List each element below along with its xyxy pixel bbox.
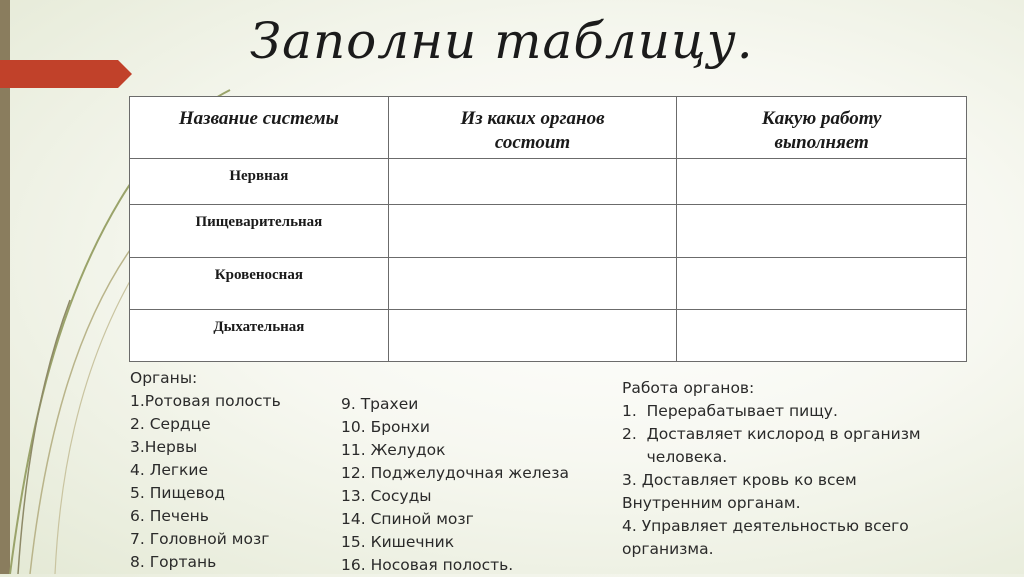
table-header-row xyxy=(130,97,967,159)
work-cell[interactable] xyxy=(677,309,967,361)
table-row xyxy=(130,309,967,361)
organs-list-col2 xyxy=(341,393,569,577)
header-organs: Из каких органов состоит xyxy=(388,97,677,159)
list-item: человека. xyxy=(622,448,728,466)
table-row xyxy=(130,205,967,257)
list-item: 9. Трахеи xyxy=(341,395,419,413)
organs-cell[interactable] xyxy=(388,257,677,309)
list-item: 16. Носовая полость. xyxy=(341,556,514,574)
organs-list-col1 xyxy=(130,367,281,574)
work-list xyxy=(622,377,921,561)
list-item: 1. Перерабатывает пищу. xyxy=(622,402,838,420)
list-item: 13. Сосуды xyxy=(341,487,432,505)
system-cell-circulatory: Кровеносная xyxy=(130,257,389,309)
list-item: 2. Доставляет кислород в организм xyxy=(622,425,921,443)
organs-heading: Органы: xyxy=(130,369,198,387)
page-title: Заполни таблицу. xyxy=(250,12,754,70)
work-cell[interactable] xyxy=(677,158,967,205)
system-cell-nervous: Нервная xyxy=(130,158,389,205)
work-cell[interactable] xyxy=(677,205,967,257)
system-cell-respiratory: Дыхательная xyxy=(130,309,389,361)
list-item: 10. Бронхи xyxy=(341,418,430,436)
list-item: организма. xyxy=(622,540,714,558)
work-heading: Работа органов: xyxy=(622,379,755,397)
work-cell[interactable] xyxy=(677,257,967,309)
list-item: Внутренним органам. xyxy=(622,494,801,512)
organs-cell[interactable] xyxy=(388,158,677,205)
list-item: 3.Нервы xyxy=(130,438,198,456)
organs-cell[interactable] xyxy=(388,309,677,361)
red-arrow-tab xyxy=(0,60,132,88)
list-item: 7. Головной мозг xyxy=(130,530,270,548)
list-item: 8. Гортань xyxy=(130,553,217,571)
header-work: Какую работу выполняет xyxy=(677,97,967,159)
list-item: 1.Ротовая полость xyxy=(130,392,281,410)
systems-table xyxy=(129,96,967,362)
list-item: 5. Пищевод xyxy=(130,484,225,502)
table-row xyxy=(130,158,967,205)
organs-cell[interactable] xyxy=(388,205,677,257)
system-cell-digestive: Пищеварительная xyxy=(130,205,389,257)
list-item: 11. Желудок xyxy=(341,441,446,459)
header-system-name: Название системы xyxy=(130,97,389,159)
list-item: 4. Управляет деятельностью всего xyxy=(622,517,909,535)
list-item: 6. Печень xyxy=(130,507,209,525)
table-row xyxy=(130,257,967,309)
list-item: 2. Сердце xyxy=(130,415,211,433)
list-item: 4. Легкие xyxy=(130,461,209,479)
list-item: 12. Поджелудочная железа xyxy=(341,464,569,482)
list-item: 3. Доставляет кровь ко всем xyxy=(622,471,857,489)
list-item: 15. Кишечник xyxy=(341,533,455,551)
list-item: 14. Спиной мозг xyxy=(341,510,474,528)
